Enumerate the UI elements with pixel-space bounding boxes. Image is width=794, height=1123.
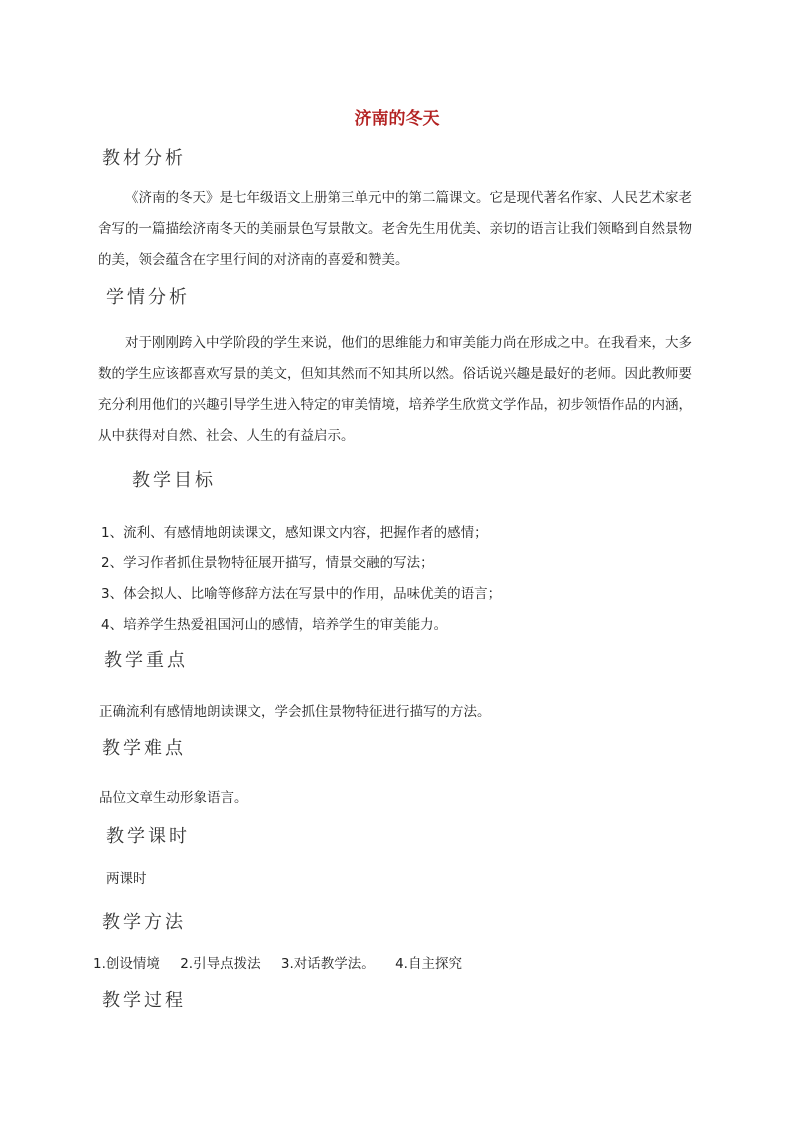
heading-periods: 教学课时 xyxy=(106,826,190,847)
heading-material-analysis: 教材分析 xyxy=(102,148,186,169)
heading-objectives: 教学目标 xyxy=(132,470,216,491)
methods-list xyxy=(93,952,478,972)
paragraph-learner-analysis: 对于刚刚跨入中学阶段的学生来说，他们的思维能力和审美能力尚在形成之中。在我看来，大多数的学生应该都喜欢写景的美文，但知其然而不知其所以然。俗话说兴趣是最好的老师。因此教师要充分利用他们的兴趣引导学生进入特定的审美情境，培养学生欣赏文学作品，初步领悟作品的内涵，从中获得对自然、社会、人生的有益启示。 xyxy=(98,335,692,444)
objective-item: 2、学习作者抓住景物特征展开描写，情景交融的写法； xyxy=(101,555,434,571)
heading-methods: 教学方法 xyxy=(102,912,186,933)
heading-key-points: 教学重点 xyxy=(104,650,188,671)
objective-item: 4、培养学生热爱祖国河山的感情，培养学生的审美能力。 xyxy=(101,617,448,633)
method-item: 3.对话教学法。 xyxy=(280,956,375,972)
objective-item: 3、体会拟人、比喻等修辞方法在写景中的作用，品味优美的语言； xyxy=(101,586,502,602)
paragraph-material-analysis: 《济南的冬天》是七年级语文上册第三单元中的第二篇课文。它是现代著名作家、人民艺术家老舍写的一篇描绘济南冬天的美丽景色写景散文。老舍先生用优美、亲切的语言让我们领略到自然景物的美，领会蕴含在字里行间的对济南的喜爱和赞美。 xyxy=(98,190,692,268)
method-item: 4.自主探究 xyxy=(395,956,462,972)
heading-difficulties: 教学难点 xyxy=(102,738,186,759)
paragraph-periods: 两课时 xyxy=(106,871,147,887)
objective-item: 1、流利、有感情地朗读课文，感知课文内容，把握作者的感情； xyxy=(101,525,488,541)
paragraph-difficulties: 品位文章生动形象语言。 xyxy=(99,790,248,806)
method-item: 1.创设情境 xyxy=(93,956,160,972)
heading-process: 教学过程 xyxy=(102,990,186,1011)
document-title: 济南的冬天 xyxy=(354,109,440,129)
heading-learner-analysis: 学情分析 xyxy=(106,287,190,308)
method-item: 2.引导点拨法 xyxy=(180,956,261,972)
paragraph-key-points: 正确流利有感情地朗读课文，学会抓住景物特征进行描写的方法。 xyxy=(99,704,491,720)
